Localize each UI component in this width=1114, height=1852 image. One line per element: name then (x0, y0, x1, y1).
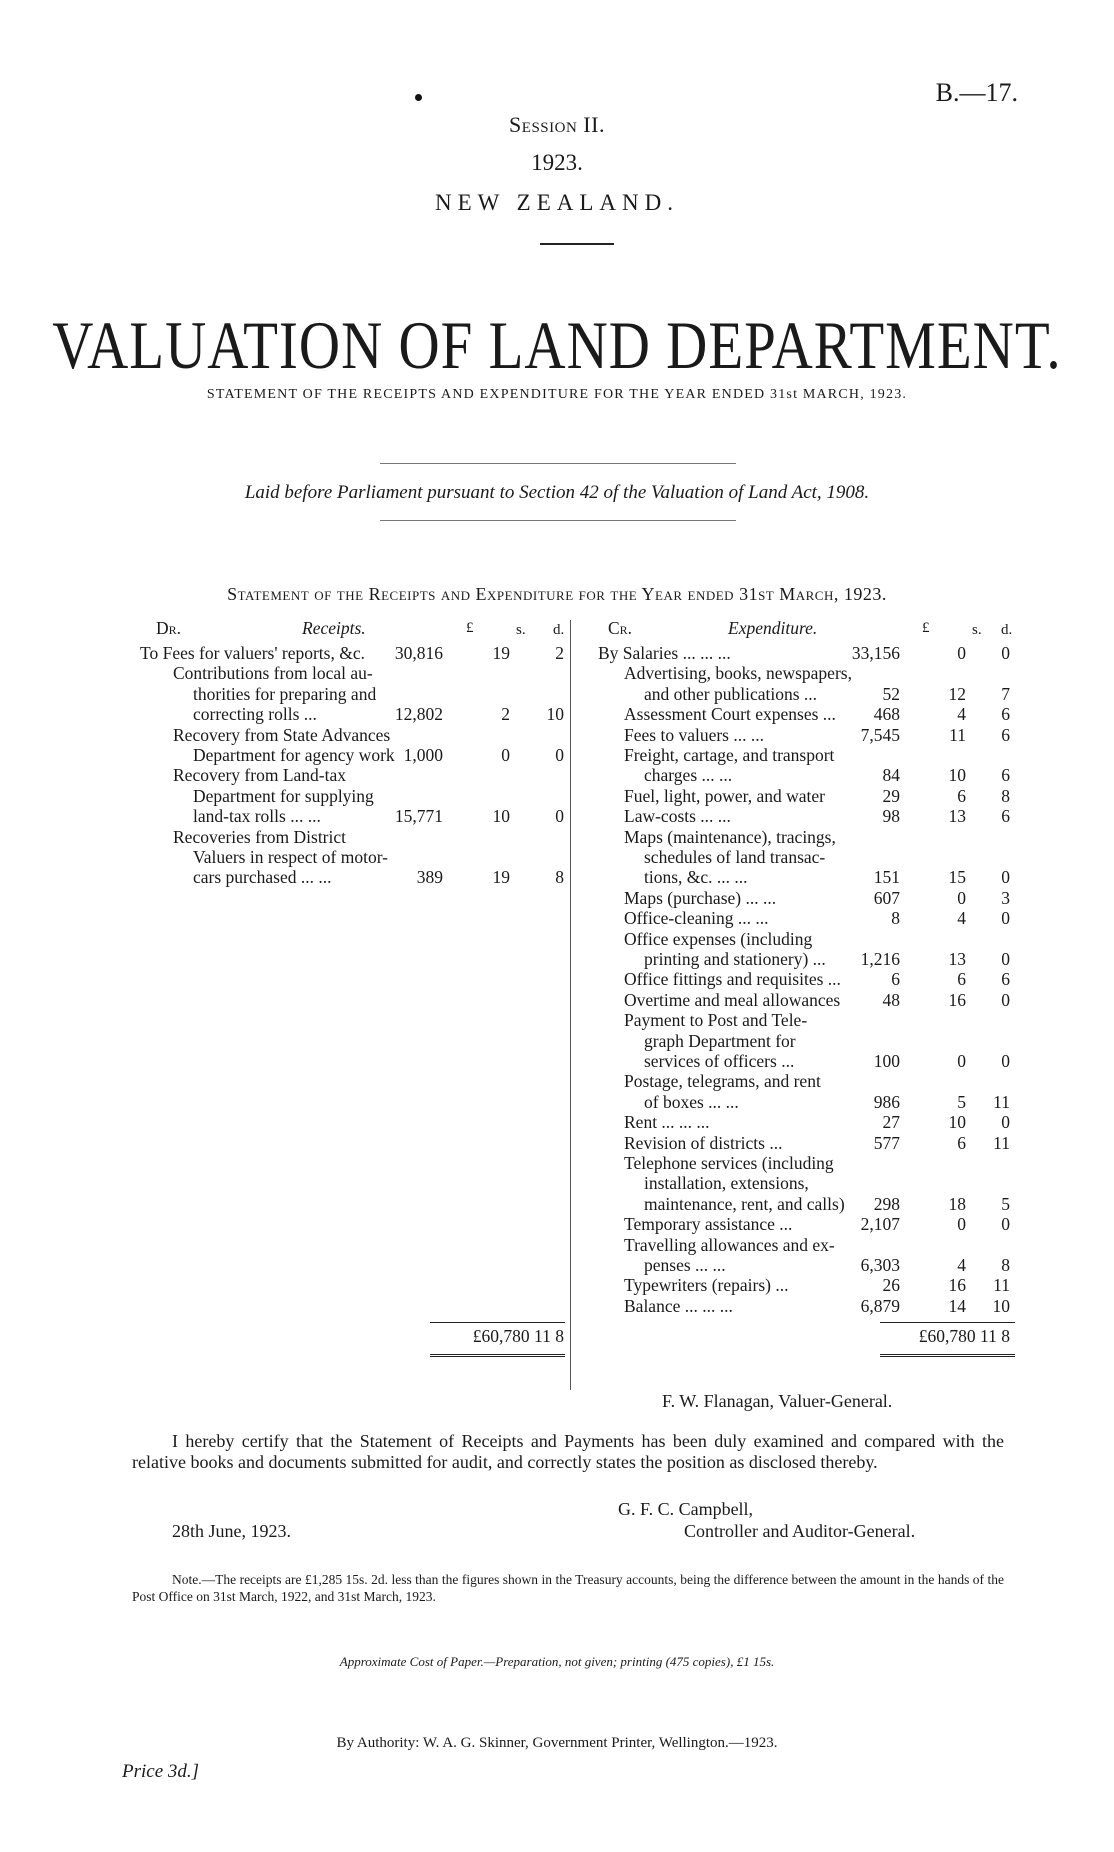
expenditure-pence: 10 (992, 1295, 1010, 1316)
expenditure-shillings: 10 (948, 765, 966, 786)
expenditure-shillings: 0 (957, 1051, 966, 1071)
expenditure-side-label: Cr. (608, 618, 633, 638)
session-label: Session II. (509, 112, 605, 137)
receipts-pounds: 12,802 (394, 704, 443, 725)
expenditure-shillings: 0 (957, 643, 966, 663)
expenditure-shillings: 12 (948, 683, 966, 704)
expenditure-label: Fees to valuers ... ... (624, 724, 764, 745)
expenditure-shillings: 4 (957, 1255, 966, 1275)
expenditure-pounds: 33,156 (851, 643, 900, 663)
expenditure-label: and other publications ... (644, 683, 818, 704)
treasury-note: Note.—The receipts are £1,285 15s. 2d. less than the figures shown in the Treasury accounts, being the difference between the amount in the hands of the Post Office on 31st March, 1922, and 31st March, 1923. (132, 1572, 1004, 1604)
expenditure-shillings: 4 (957, 704, 966, 725)
expenditure-pounds: 98 (882, 806, 900, 827)
expenditure-pounds: 6,879 (860, 1295, 900, 1316)
printer-authority: By Authority: W. A. G. Skinner, Government Printer, Wellington.—1923. (336, 1735, 778, 1751)
expenditure-shillings: 6 (957, 1132, 966, 1153)
receipts-heading: Receipts. (302, 618, 366, 638)
expenditure-pence: 6 (1001, 806, 1010, 827)
expenditure-pence: 11 (993, 1275, 1010, 1296)
expenditure-label: Office expenses (including (624, 928, 813, 949)
expenditure-pence: 8 (1001, 785, 1010, 806)
expenditure-pounds: 8 (891, 908, 900, 929)
cost-of-paper: Approximate Cost of Paper.—Preparation, not given; printing (475 copies), £1 15s. (339, 1654, 775, 1669)
expenditure-label: Office fittings and requisites ... (624, 969, 841, 990)
receipts-shillings: 10 (492, 806, 510, 827)
receipts-label: cars purchased ... ... (193, 867, 332, 888)
receipts-pence: 0 (555, 745, 564, 765)
expenditure-label: Rent ... ... ... (624, 1112, 710, 1133)
expenditure-label: tions, &c. ... ... (644, 867, 748, 888)
receipts-pounds: 1,000 (403, 745, 443, 765)
receipts-label: land-tax rolls ... ... (193, 806, 321, 827)
expenditure-shillings: 6 (957, 969, 966, 990)
expenditure-pounds: 6 (891, 969, 900, 990)
receipts-label: Contributions from local au- (173, 663, 373, 684)
expenditure-shillings: 18 (948, 1193, 966, 1214)
expenditure-shillings: 16 (948, 1275, 966, 1296)
expenditure-shillings: 13 (948, 949, 966, 969)
expenditure-label: schedules of land transac- (644, 847, 826, 867)
expenditure-pounds: 2,107 (860, 1214, 900, 1235)
expenditure-col-shillings: s. (972, 622, 982, 638)
expenditure-pence: 0 (1001, 1112, 1010, 1133)
expenditure-shillings: 10 (948, 1112, 966, 1133)
expenditure-label: Law-costs ... ... (624, 806, 731, 827)
expenditure-pounds: 6,303 (860, 1255, 900, 1275)
receipts-label: Department for supplying (193, 785, 374, 806)
receipts-pence: 8 (555, 867, 564, 888)
receipts-pounds: 389 (416, 867, 443, 888)
receipts-pence: 2 (555, 643, 564, 663)
expenditure-pence: 6 (1001, 704, 1010, 725)
auditor-name: G. F. C. Campbell, (618, 1499, 754, 1519)
receipts-col-shillings: s. (516, 622, 526, 638)
price-label: Price 3d.] (122, 1761, 200, 1782)
expenditure-pounds: 151 (873, 867, 900, 888)
expenditure-label: Revision of districts ... (624, 1132, 783, 1153)
expenditure-label: Office-cleaning ... ... (624, 908, 769, 929)
expenditure-pence: 0 (1001, 1051, 1010, 1071)
expenditure-pence: 5 (1001, 1193, 1010, 1214)
expenditure-shillings: 13 (948, 806, 966, 827)
expenditure-shillings: 16 (948, 989, 966, 1010)
paper-number: B.—17. (935, 78, 1018, 107)
expenditure-label: charges ... ... (644, 765, 733, 786)
expenditure-label: Temporary assistance ... (624, 1214, 793, 1235)
expenditure-pounds: 29 (882, 785, 900, 806)
expenditure-total-double-rule (880, 1354, 1015, 1357)
expenditure-shillings: 6 (957, 785, 966, 806)
expenditure-heading: Expenditure. (728, 618, 818, 638)
expenditure-label: penses ... ... (644, 1255, 726, 1275)
laid-before-parliament: Laid before Parliament pursuant to Section 42 of the Valuation of Land Act, 1908. (244, 482, 870, 503)
receipts-total: £60,780 11 8 (472, 1326, 564, 1346)
expenditure-pence: 6 (1001, 969, 1010, 990)
page-title: VALUATION OF LAND DEPARTMENT. (52, 309, 1062, 384)
receipts-label: To Fees for valuers' reports, &c. (140, 643, 365, 663)
expenditure-pence: 6 (1001, 724, 1010, 745)
expenditure-label: Overtime and meal allowances (624, 989, 841, 1010)
expenditure-label: Freight, cartage, and transport (624, 745, 835, 765)
expenditure-pounds: 7,545 (860, 724, 900, 745)
expenditure-label: Fuel, light, power, and water (624, 785, 825, 806)
expenditure-pounds: 577 (873, 1132, 900, 1153)
expenditure-pounds: 27 (882, 1112, 900, 1133)
expenditure-label: services of officers ... (644, 1051, 795, 1071)
receipts-shillings: 0 (501, 745, 510, 765)
expenditure-pence: 8 (1001, 1255, 1010, 1275)
expenditure-pounds: 100 (873, 1051, 900, 1071)
valuer-general-signature: F. W. Flanagan, Valuer-General. (662, 1391, 893, 1411)
expenditure-pounds: 298 (873, 1193, 900, 1214)
expenditure-pence: 3 (1001, 887, 1010, 908)
expenditure-label: printing and stationery) ... (644, 949, 826, 969)
expenditure-label: Maps (maintenance), tracings, (624, 826, 836, 847)
receipts-label: Valuers in respect of motor- (193, 847, 389, 867)
expenditure-label: By Salaries ... ... ... (598, 643, 731, 663)
expenditure-total-rule (880, 1322, 1015, 1323)
receipts-side-label: Dr. (156, 618, 182, 638)
receipts-label: correcting rolls ... (193, 704, 317, 725)
audit-certification: I hereby certify that the Statement of Receipts and Payments has been duly examined and compared with the relative books and documents submitted for audit, and correctly states the position as disclosed thereby. (132, 1431, 1004, 1472)
receipts-pence: 10 (546, 704, 564, 725)
expenditure-pounds: 84 (882, 765, 900, 786)
expenditure-shillings: 11 (949, 724, 966, 745)
expenditure-pence: 0 (1001, 867, 1010, 888)
expenditure-shillings: 5 (957, 1091, 966, 1112)
expenditure-pence: 0 (1001, 908, 1010, 929)
expenditure-pence: 6 (1001, 765, 1010, 786)
expenditure-pounds: 26 (882, 1275, 900, 1296)
receipts-shillings: 19 (492, 643, 510, 663)
auditor-role: Controller and Auditor-General. (684, 1521, 916, 1541)
receipts-label: Recoveries from District (173, 826, 347, 847)
expenditure-label: Balance ... ... ... (624, 1295, 733, 1316)
expenditure-pence: 7 (1001, 683, 1010, 704)
page-subtitle: STATEMENT OF THE RECEIPTS AND EXPENDITURE FOR THE YEAR ENDED 31st MARCH, 1923. (206, 387, 908, 402)
expenditure-shillings: 14 (948, 1295, 966, 1316)
statement-heading: Statement of the Receipts and Expenditure for the Year ended 31st March, 1923. (227, 584, 887, 604)
expenditure-pence: 0 (1001, 949, 1010, 969)
expenditure-label: Payment to Post and Tele- (624, 1010, 808, 1031)
expenditure-pounds: 986 (873, 1091, 900, 1112)
certification-date: 28th June, 1923. (172, 1521, 291, 1541)
expenditure-shillings: 0 (957, 887, 966, 908)
expenditure-pence: 11 (993, 1132, 1010, 1153)
expenditure-label: Advertising, books, newspapers, (624, 663, 852, 684)
expenditure-pounds: 1,216 (860, 949, 900, 969)
expenditure-pounds: 52 (882, 683, 900, 704)
expenditure-shillings: 4 (957, 908, 966, 929)
expenditure-pounds: 48 (882, 989, 900, 1010)
expenditure-pence: 0 (1001, 989, 1010, 1010)
expenditure-label: graph Department for (644, 1030, 796, 1051)
receipts-shillings: 2 (501, 704, 510, 725)
expenditure-total: £60,780 11 8 (918, 1326, 1010, 1346)
receipts-label: thorities for preparing and (193, 683, 377, 704)
expenditure-label: Typewriters (repairs) ... (624, 1275, 789, 1296)
expenditure-label: of boxes ... ... (644, 1091, 739, 1112)
country-label: NEW ZEALAND. (434, 190, 680, 215)
expenditure-pence: 0 (1001, 1214, 1010, 1235)
expenditure-pounds: 607 (873, 887, 900, 908)
expenditure-label: Assessment Court expenses ... (624, 704, 836, 725)
expenditure-label: Travelling allowances and ex- (624, 1234, 835, 1255)
expenditure-shillings: 15 (948, 867, 966, 888)
receipts-label: Recovery from State Advances (173, 724, 391, 745)
receipts-label: Recovery from Land-tax (173, 765, 346, 786)
receipts-pounds: 30,816 (394, 643, 443, 663)
receipts-col-pounds: £ (466, 620, 474, 636)
expenditure-pence: 0 (1001, 643, 1010, 663)
expenditure-label: Maps (purchase) ... ... (624, 887, 777, 908)
expenditure-label: maintenance, rent, and calls) (644, 1193, 845, 1214)
receipts-pence: 0 (555, 806, 564, 827)
receipts-col-pence: d. (553, 622, 565, 638)
receipts-shillings: 19 (492, 867, 510, 888)
receipts-label: Department for agency work (193, 745, 395, 765)
expenditure-col-pence: d. (1001, 622, 1013, 638)
expenditure-shillings: 0 (957, 1214, 966, 1235)
expenditure-label: Postage, telegrams, and rent (624, 1071, 821, 1092)
year-label: 1923. (531, 150, 583, 175)
expenditure-pounds: 468 (873, 704, 900, 725)
receipts-pounds: 15,771 (394, 806, 443, 827)
expenditure-label: Telephone services (including (624, 1153, 834, 1173)
expenditure-label: installation, extensions, (644, 1173, 809, 1194)
expenditure-col-pounds: £ (922, 620, 930, 636)
expenditure-pence: 11 (993, 1091, 1010, 1112)
